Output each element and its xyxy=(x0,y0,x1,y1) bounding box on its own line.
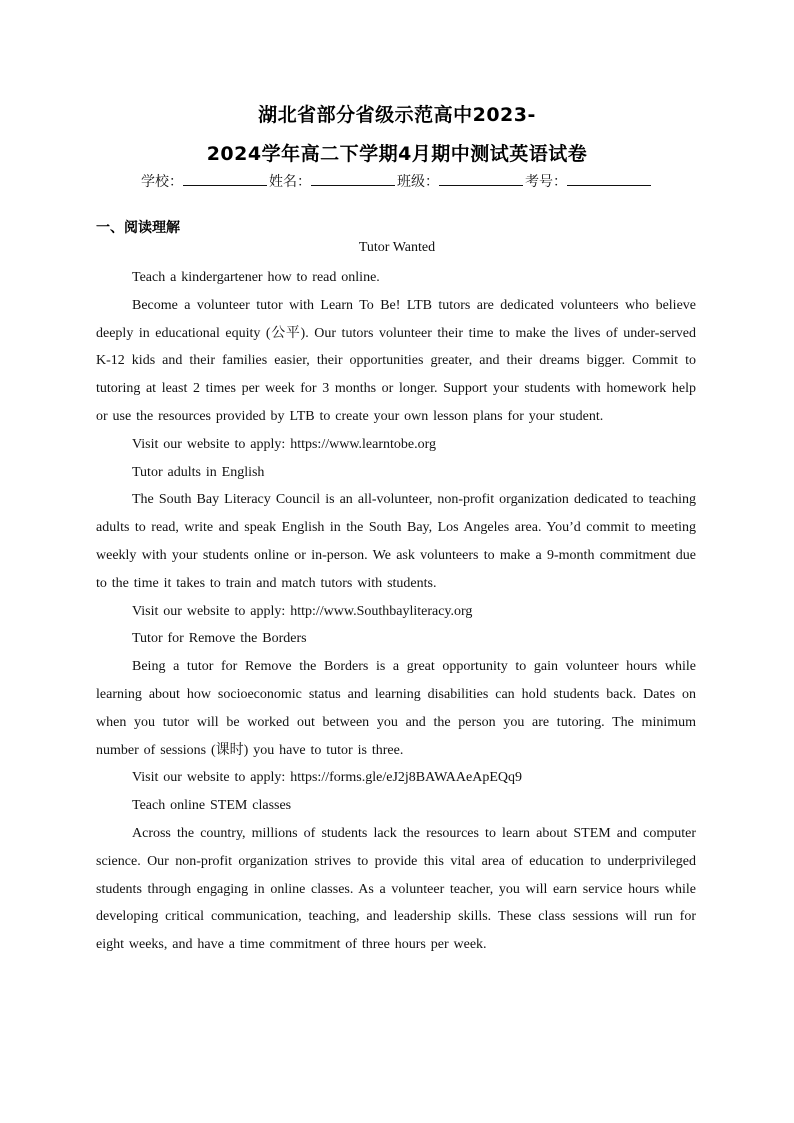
name-label: 姓名： xyxy=(269,174,311,190)
ad-body-remove-borders: Being a tutor for Remove the Borders is a great opportunity to gain volunteer hours while learning about how socioeconomic status and learning disabilities can hold students back. Dates on when you tutor will be worked out between you and the person you are tutoring. The minimum number of sessions (课时) you have to tutor is three. xyxy=(96,659,696,758)
ad-website-remove-borders: Visit our website to apply: https://forms.gle/eJ2j8BAWAAeApEQq9 xyxy=(132,770,522,786)
section-heading: 一、阅读理解 xyxy=(96,220,180,236)
class-blank[interactable] xyxy=(439,172,523,186)
ad-body-stem: Across the country, millions of students lack the resources to learn about STEM and computer science. Our non-profit organization strives to provide this vital area of education to underprivileged students through engaging in online classes. As a volunteer teacher, you will earn service hours while developing critical communication, teaching, and leadership skills. These class sessions will run for eight weeks, and have a time commitment of three hours per week. xyxy=(96,825,696,953)
ad-heading-stem: Teach online STEM classes xyxy=(132,798,292,814)
class-field xyxy=(397,171,525,191)
school-field xyxy=(141,171,269,191)
class-label: 班级： xyxy=(397,174,439,190)
exam-title-line2: 2024学年高二下学期4月期中测试英语试卷 xyxy=(206,143,588,165)
name-field xyxy=(269,171,397,191)
passage-body xyxy=(96,264,696,959)
ad-heading-kindergarten: Teach a kindergartener how to read online. xyxy=(132,270,380,285)
ad-website-learn-to-be: Visit our website to apply: https://www.learntobe.org xyxy=(132,436,437,452)
school-label: 学校： xyxy=(141,174,183,190)
ad-body-south-bay: The South Bay Literacy Council is an all-volunteer, non-profit organization dedicated to teaching adults to read, write and speak English in the South Bay, Los Angeles area. You’d commit to meeting weekly with your students online or in-person. We ask volunteers to make a 9-month commitment due to the time it takes to train and match tutors with students. xyxy=(96,492,696,591)
exam-title-line1: 湖北省部分省级示范高中2023- xyxy=(258,104,536,126)
ad-heading-remove-borders: Tutor for Remove the Borders xyxy=(132,631,307,647)
exam-number-label: 考号： xyxy=(525,174,567,190)
school-blank[interactable] xyxy=(183,172,267,186)
ad-body-learn-to-be: Become a volunteer tutor with Learn To Be! LTB tutors are dedicated volunteers who believe deeply in educational equity (公平). Our tutors volunteer their time to make the lives of under-served K-12 kids and their families easier, their opportunities greater, and their dreams bigger. Commit to tutoring at least 2 times per week for 3 months or longer. Support your students with homework help or use the resources provided by LTB to create your own lesson plans for your student. xyxy=(96,297,696,424)
ad-website-south-bay: Visit our website to apply: http://www.Southbayliteracy.org xyxy=(132,603,473,619)
exam-number-field xyxy=(525,171,653,191)
student-info-line xyxy=(0,171,794,191)
ad-heading-adults-english: Tutor adults in English xyxy=(132,464,265,480)
exam-number-blank[interactable] xyxy=(567,172,651,186)
passage-title: Tutor Wanted xyxy=(358,240,436,255)
name-blank[interactable] xyxy=(311,172,395,186)
